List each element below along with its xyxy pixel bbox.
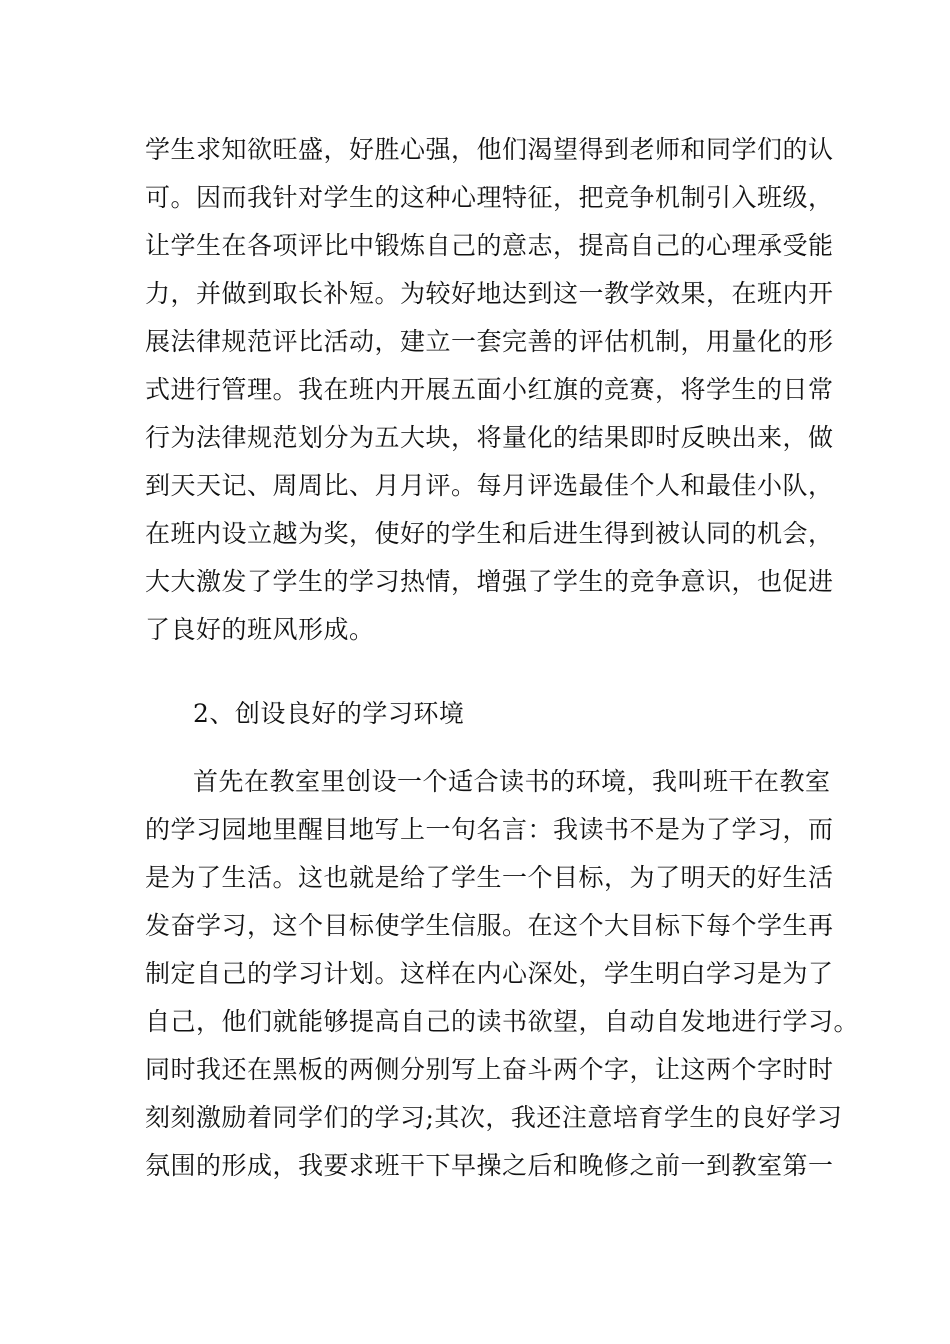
paragraph2-line-9: 氛围的形成，我要求班干下早操之后和晚修之前一到教室第一 (145, 1151, 834, 1180)
paragraph2-line-6: 自己，他们就能够提高自己的读书欲望，自动自发地进行学习。 (145, 1007, 860, 1036)
paragraph1-line-7: 行为法律规范划分为五大块，将量化的结果即时反映出来，做 (145, 423, 834, 452)
paragraph1-line-9: 在班内设立越为奖，使好的学生和后进生得到被认同的机会， (145, 519, 834, 548)
paragraph1-line-3: 让学生在各项评比中锻炼自己的意志，提高自己的心理承受能 (145, 231, 834, 260)
paragraph1-line-1: 学生求知欲旺盛，好胜心强，他们渴望得到老师和同学们的认 (145, 135, 834, 164)
section-heading: 2、创设良好的学习环境 (193, 699, 465, 728)
paragraph1-line-11: 了良好的班风形成。 (145, 615, 375, 644)
paragraph1-line-2: 可。因而我针对学生的这种心理特征，把竞争机制引入班级， (145, 183, 834, 212)
paragraph2-line-4: 发奋学习，这个目标使学生信服。在这个大目标下每个学生再 (145, 911, 834, 940)
paragraph2-line-3: 是为了生活。这也就是给了学生一个目标，为了明天的好生活 (145, 863, 834, 892)
paragraph2-line-2: 的学习园地里醒目地写上一句名言：我读书不是为了学习，而 (145, 815, 834, 844)
paragraph1-line-6: 式进行管理。我在班内开展五面小红旗的竞赛，将学生的日常 (145, 375, 834, 404)
paragraph2-line-1: 首先在教室里创设一个适合读书的环境，我叫班干在教室 (193, 767, 831, 796)
paragraph2-line-8: 刻刻激励着同学们的学习;其次，我还注意培育学生的良好学习 (145, 1103, 843, 1132)
paragraph1-line-8: 到天天记、周周比、月月评。每月评选最佳个人和最佳小队， (145, 471, 834, 500)
paragraph1-line-5: 展法律规范评比活动，建立一套完善的评估机制，用量化的形 (145, 327, 834, 356)
paragraph1-line-4: 力，并做到取长补短。为较好地达到这一教学效果，在班内开 (145, 279, 834, 308)
paragraph1-line-10: 大大激发了学生的学习热情，增强了学生的竞争意识，也促进 (145, 567, 834, 596)
paragraph2-line-5: 制定自己的学习计划。这样在内心深处，学生明白学习是为了 (145, 959, 834, 988)
paragraph2-line-7: 同时我还在黑板的两侧分别写上奋斗两个字，让这两个字时时 (145, 1055, 834, 1084)
